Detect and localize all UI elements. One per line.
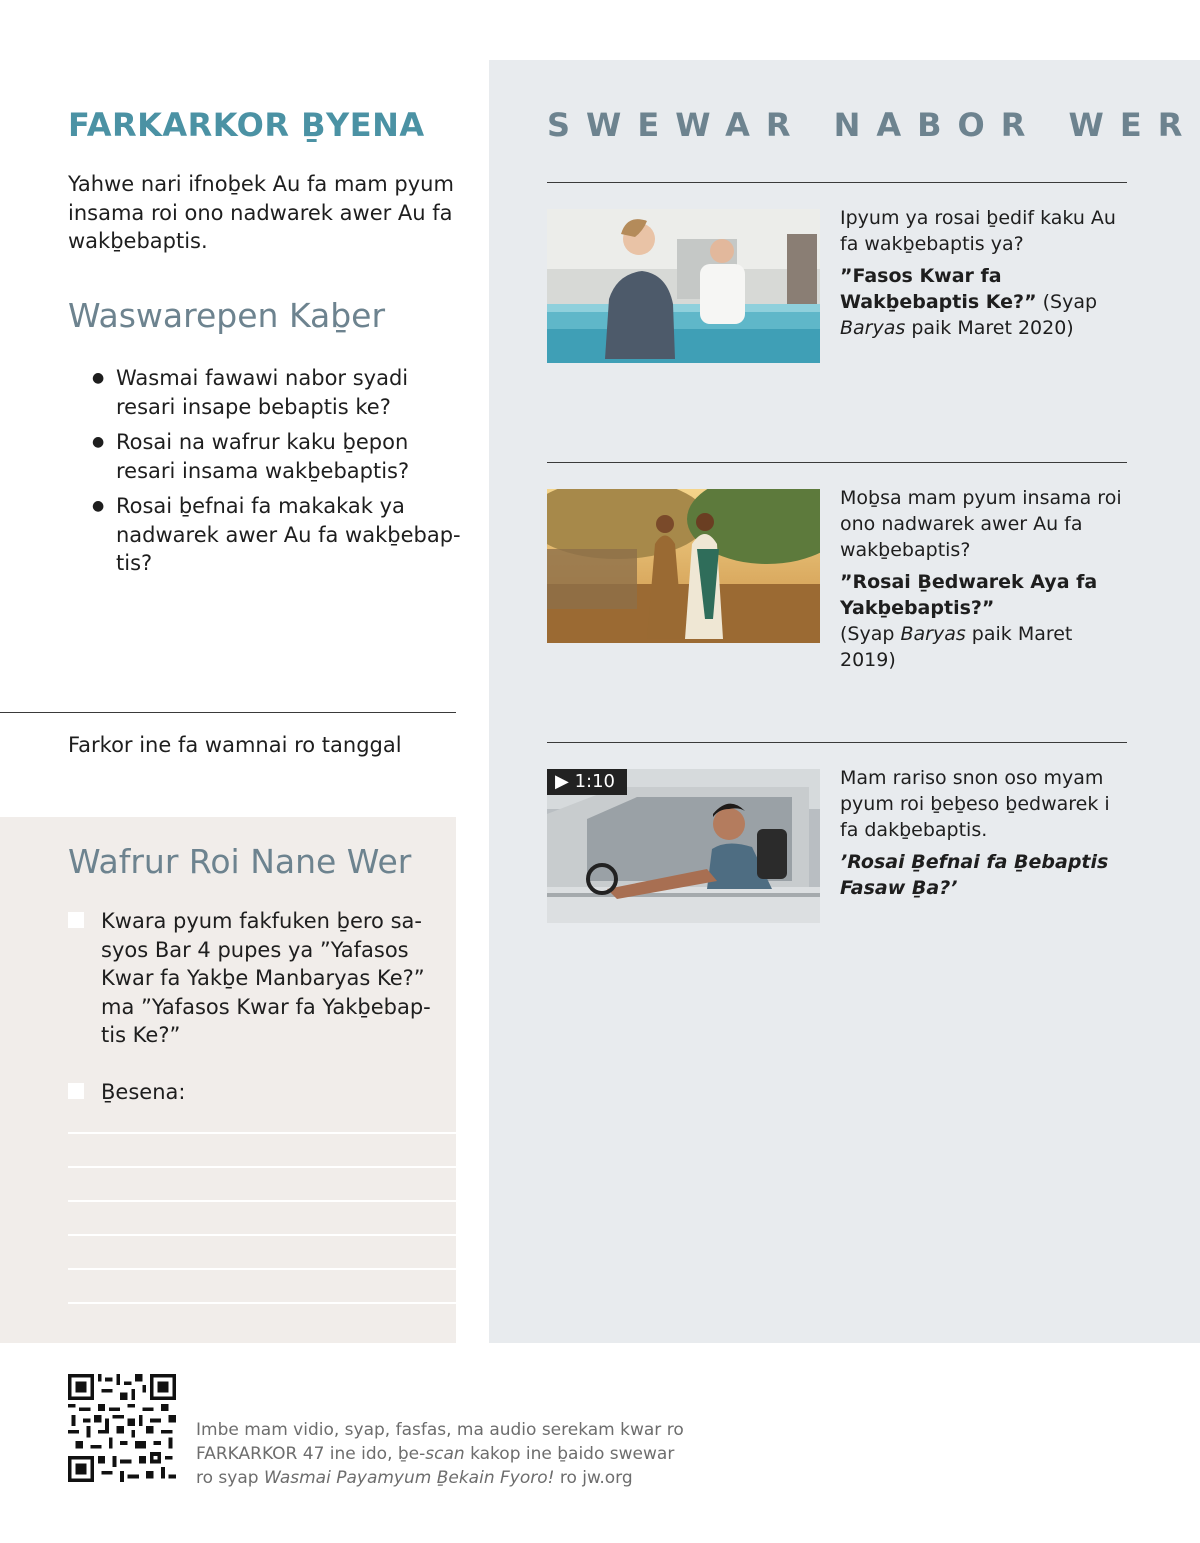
explore-item-text bbox=[840, 765, 1132, 901]
write-in-line[interactable] bbox=[68, 1268, 456, 1270]
video-duration-badge[interactable] bbox=[547, 769, 627, 795]
magazine-name: Baryas bbox=[900, 623, 966, 645]
write-in-line[interactable] bbox=[68, 1302, 456, 1304]
divider bbox=[0, 712, 456, 713]
reference-prefix: (Syap bbox=[1036, 291, 1098, 313]
goal-text: Kwara pyum fakfuken ḇero sasyos Bar 4 pupes ya ”Yafasos Kwar fa Yakḇe Manbaryas Ke?” ma ”Yafasos Kwar fa Yakḇebaptis Ke?” bbox=[101, 909, 431, 1047]
reference-issue: paik Maret 2019) bbox=[840, 623, 1073, 671]
explore-question: Ipyum ya rosai ḇedif kaku Au fa wakḇebaptis ya? bbox=[840, 207, 1116, 255]
video-still[interactable] bbox=[547, 769, 820, 923]
video-duration: 1:10 bbox=[574, 771, 615, 792]
write-in-line[interactable] bbox=[68, 1166, 456, 1168]
goal-item bbox=[68, 907, 438, 1050]
explore-heading: SWEWAR NABOR WER bbox=[547, 106, 1199, 144]
divider bbox=[547, 182, 1127, 183]
write-in-line[interactable] bbox=[68, 1132, 456, 1134]
review-question: ● Wasmai fawawi nabor syadi resari insape bebaptis ke? bbox=[92, 364, 462, 421]
article-title-link[interactable]: ”Rosai Ḇedwarek Aya fa Yakḇebaptis?” bbox=[840, 571, 1098, 619]
book-title: Wasmai Payamyum Ḇekain Fyoro! bbox=[263, 1468, 555, 1488]
explore-question: Moḇsa mam pyum insama roi ono nadwarek awer Au fa wakḇebaptis? bbox=[840, 487, 1122, 561]
qr-code[interactable] bbox=[68, 1374, 176, 1482]
review-question: ● Rosai na wafrur kaku ḇepon resari insama wakḇebaptis? bbox=[92, 428, 462, 485]
reference-prefix: (Syap bbox=[840, 623, 901, 645]
baptism-photo[interactable] bbox=[547, 209, 820, 363]
review-question: ● Rosai ḇefnai fa makakak ya nadwarek awer Au fa wakḇebaptis? bbox=[92, 492, 462, 578]
goal-text: Ḇesena: bbox=[101, 1080, 186, 1104]
divider bbox=[547, 462, 1127, 463]
summary-text: Yahwe nari ifnoḇek Au fa mam pyum insama roi ono nadwarek awer Au fa wakḇebaptis. bbox=[68, 172, 454, 253]
goal-item bbox=[68, 1078, 438, 1107]
video-title-link[interactable]: ’Rosai Ḇefnai fa Ḇebaptis Fasaw Ḇa?’ bbox=[840, 851, 1109, 899]
footer-line: Imbe mam vidio, syap, fasfas, ma audio serekam kwar ro bbox=[196, 1420, 684, 1440]
goal-checkbox[interactable] bbox=[68, 912, 84, 928]
goal-checkbox[interactable] bbox=[68, 1083, 84, 1099]
footer-note bbox=[196, 1418, 716, 1490]
explore-item-text bbox=[840, 485, 1132, 673]
magazine-name: Baryas bbox=[840, 317, 906, 339]
footer-line: FARKARKOR 47 ine ido, ḇe-scan kakop ine ḇaido swewar bbox=[196, 1444, 675, 1464]
explore-item-text bbox=[840, 205, 1132, 341]
review-questions-list bbox=[92, 364, 462, 585]
date-completed-label: Farkor ine fa wamnai ro tanggal bbox=[68, 733, 402, 757]
article-reference bbox=[840, 569, 1132, 673]
summary-heading: FARKARKOR ḆYENA bbox=[68, 106, 425, 144]
goals-heading: Wafrur Roi Nane Wer bbox=[68, 842, 412, 881]
video-reference bbox=[840, 849, 1132, 901]
footer-line: ro syap Wasmai Payamyum Ḇekain Fyoro! ro jw.org bbox=[196, 1468, 633, 1488]
article-title-link[interactable]: ”Fasos Kwar fa Wakḇebaptis Ke?” bbox=[840, 265, 1037, 313]
write-in-line[interactable] bbox=[68, 1200, 456, 1202]
painting-illustration[interactable] bbox=[547, 489, 820, 643]
divider bbox=[547, 742, 1127, 743]
reference-issue: paik Maret 2020) bbox=[905, 317, 1074, 339]
play-icon: ▶ bbox=[555, 771, 569, 792]
article-reference bbox=[840, 263, 1132, 341]
review-heading: Waswarepen Kaḇer bbox=[68, 296, 386, 335]
write-in-line[interactable] bbox=[68, 1234, 456, 1236]
explore-question: Mam rariso snon oso myam pyum roi ḇeḇeso ḇedwarek i fa dakḇebaptis. bbox=[840, 767, 1110, 841]
